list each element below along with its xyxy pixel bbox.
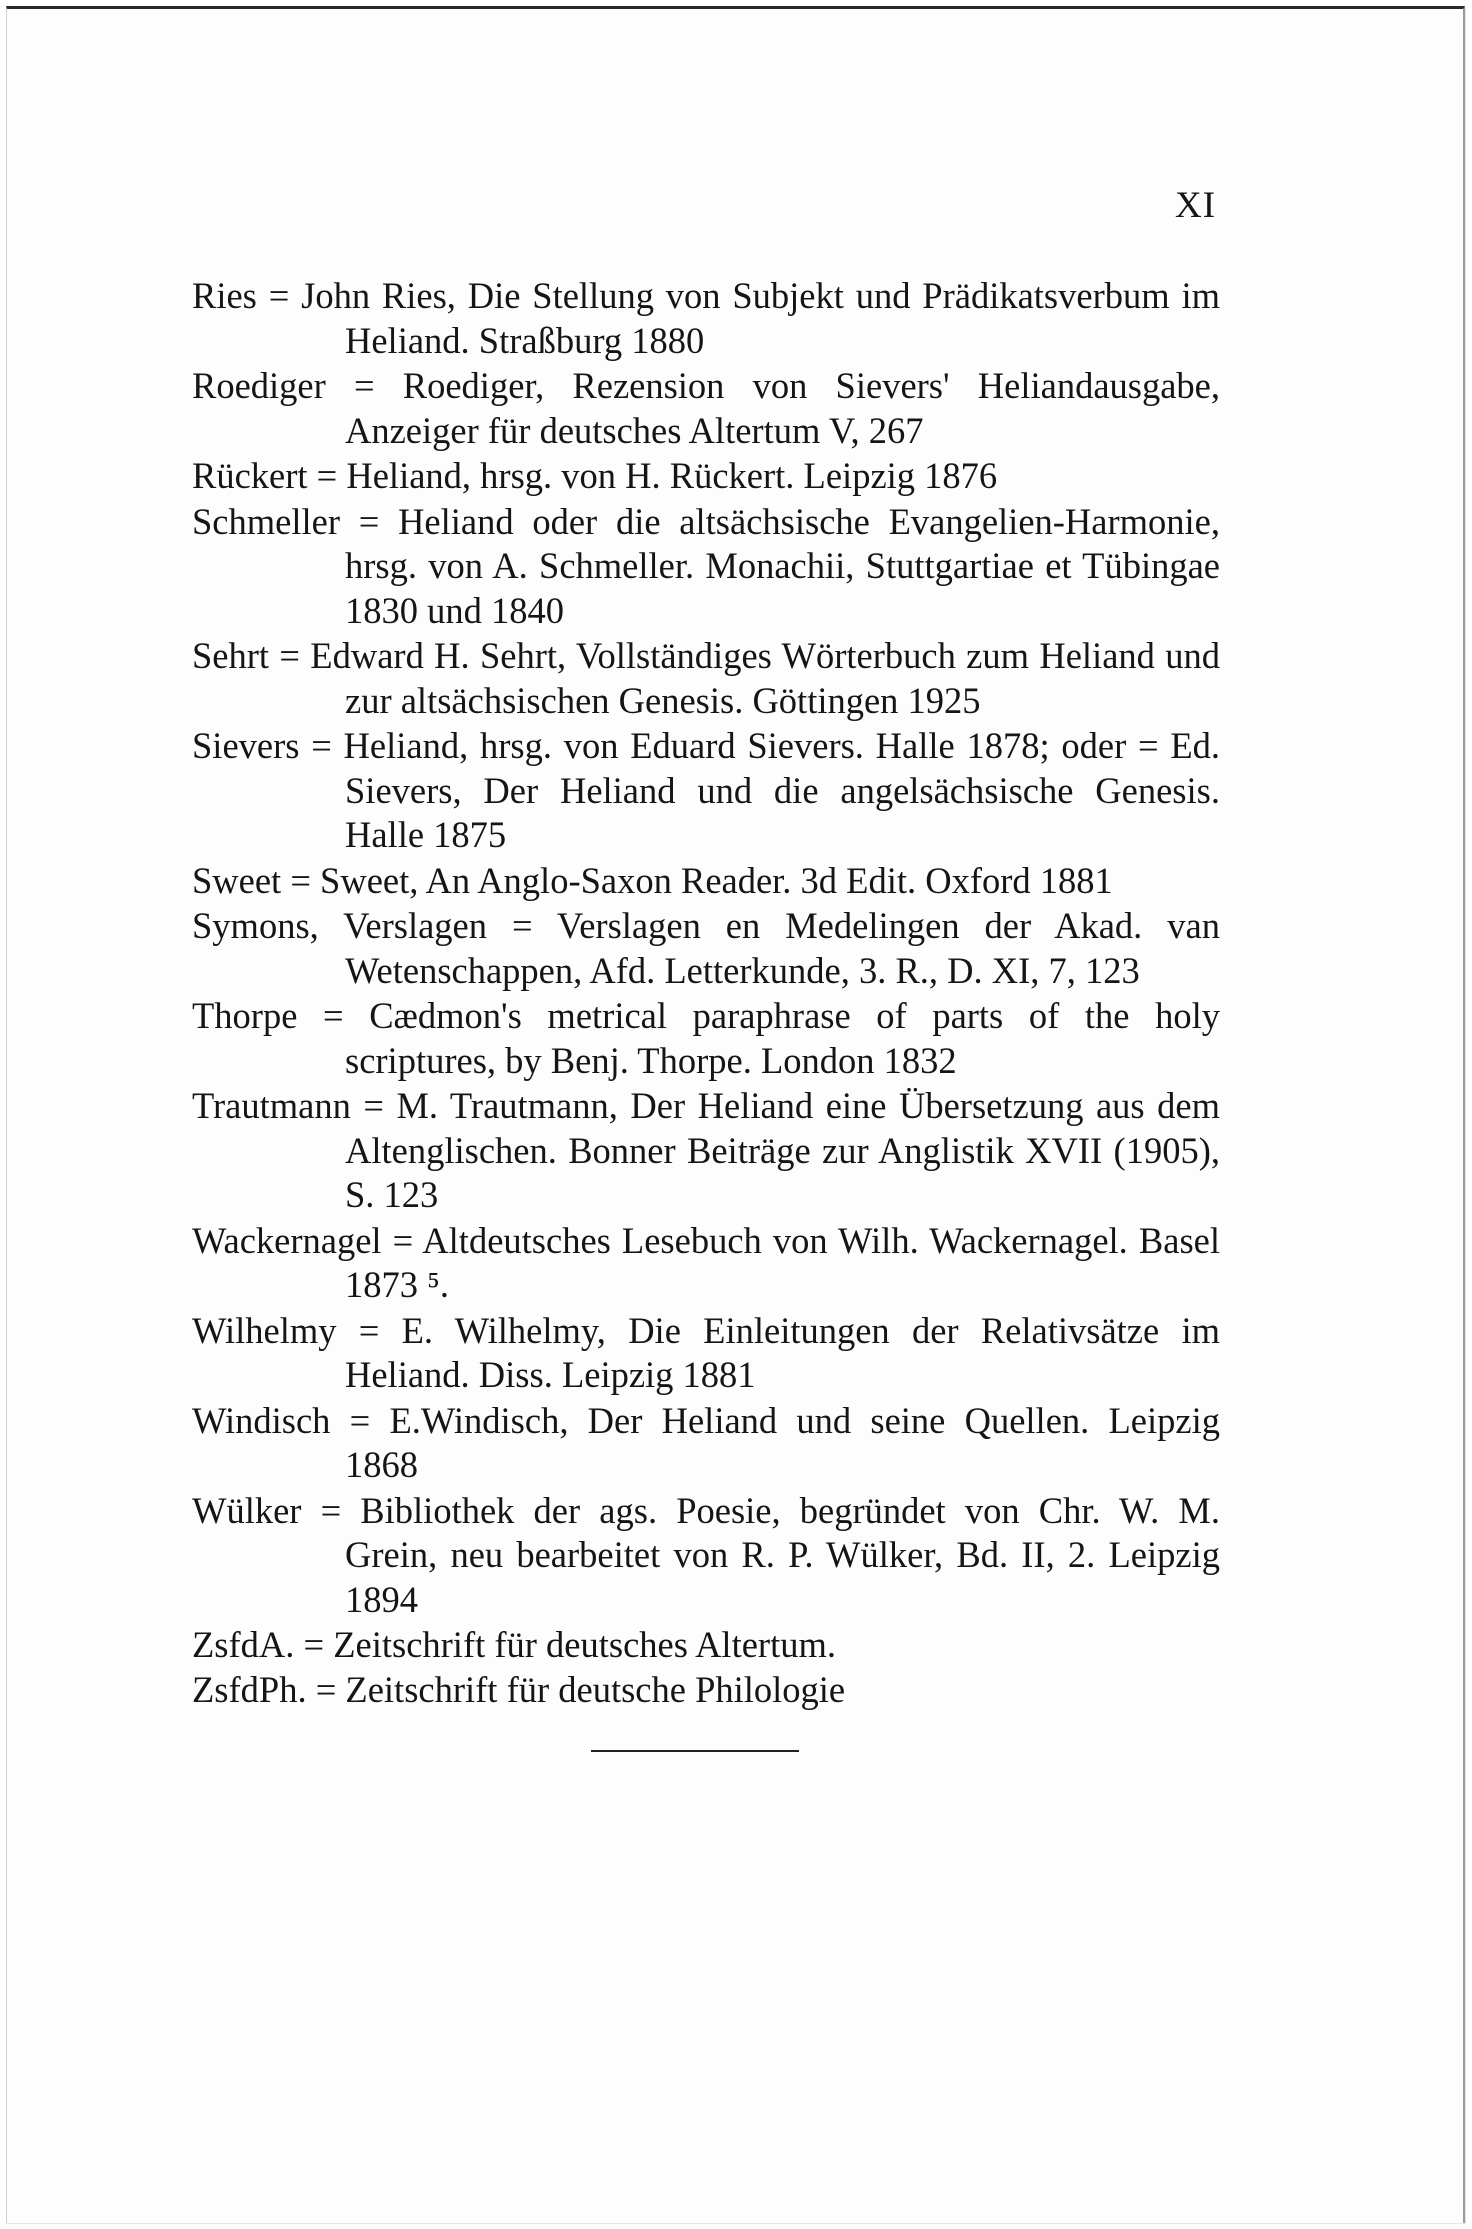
- page-number: XI: [1175, 185, 1217, 226]
- list-item: Wilhelmy = E. Wilhelmy, Die Einleitungen der Relativsätze im Heliand. Diss. Leipzig 1881: [192, 1309, 1220, 1395]
- list-item: Trautmann = M. Trautmann, Der Heliand eine Übersetzung aus dem Altenglischen. Bonner Beiträge zur Anglistik XVII (1905), S. 123: [192, 1085, 1220, 1215]
- abbreviation-list: [192, 274, 1220, 1712]
- list-item: ZsfdA. = Zeitschrift für deutsches Altertum.: [192, 1624, 836, 1665]
- list-item: Sweet = Sweet, An Anglo-Saxon Reader. 3d Edit. Oxford 1881: [192, 859, 1113, 901]
- list-item: Thorpe = Cædmon's metrical paraphrase of parts of the holy scriptures, by Benj. Thorpe. London 1832: [192, 995, 1220, 1081]
- list-item: Roediger = Roediger, Rezension von Sievers' Heliandausgabe, Anzeiger für deutsches Altertum V, 267: [192, 365, 1220, 451]
- list-item: Sievers = Heliand, hrsg. von Eduard Sievers. Halle 1878; oder = Ed. Sievers, Der Heliand und die angelsächsische Genesis. Halle 1875: [192, 725, 1220, 855]
- list-item: Windisch = E.Windisch, Der Heliand und seine Quellen. Leipzig 1868: [192, 1399, 1220, 1485]
- end-rule-divider: [591, 1750, 799, 1752]
- list-item: Wülker = Bibliothek der ags. Poesie, begründet von Chr. W. M. Grein, neu bearbeitet von R. P. Wülker, Bd. II, 2. Leipzig 1894: [192, 1489, 1220, 1620]
- book-page: [6, 6, 1465, 2223]
- list-item: Symons, Verslagen = Verslagen en Medelingen der Akad. van Wetenschappen, Afd. Letterkunde, 3. R., D. XI, 7, 123: [192, 905, 1220, 991]
- list-item: Sehrt = Edward H. Sehrt, Vollständiges Wörterbuch zum Heliand und zur altsächsischen Genesis. Göttingen 1925: [192, 635, 1220, 721]
- list-item: Schmeller = Heliand oder die altsächsische Evangelien-Harmonie, hrsg. von A. Schmeller. Monachii, Stuttgartiae et Tübingae 1830 und 1840: [192, 500, 1220, 631]
- list-item: Wackernagel = Altdeutsches Lesebuch von Wilh. Wackernagel. Basel 1873 ⁵.: [192, 1219, 1220, 1305]
- list-item: Ries = John Ries, Die Stellung von Subjekt und Prädikatsverbum im Heliand. Straßburg 1880: [192, 275, 1220, 361]
- list-item: ZsfdPh. = Zeitschrift für deutsche Philologie: [192, 1668, 846, 1710]
- list-item: Rückert = Heliand, hrsg. von H. Rückert. Leipzig 1876: [192, 455, 998, 496]
